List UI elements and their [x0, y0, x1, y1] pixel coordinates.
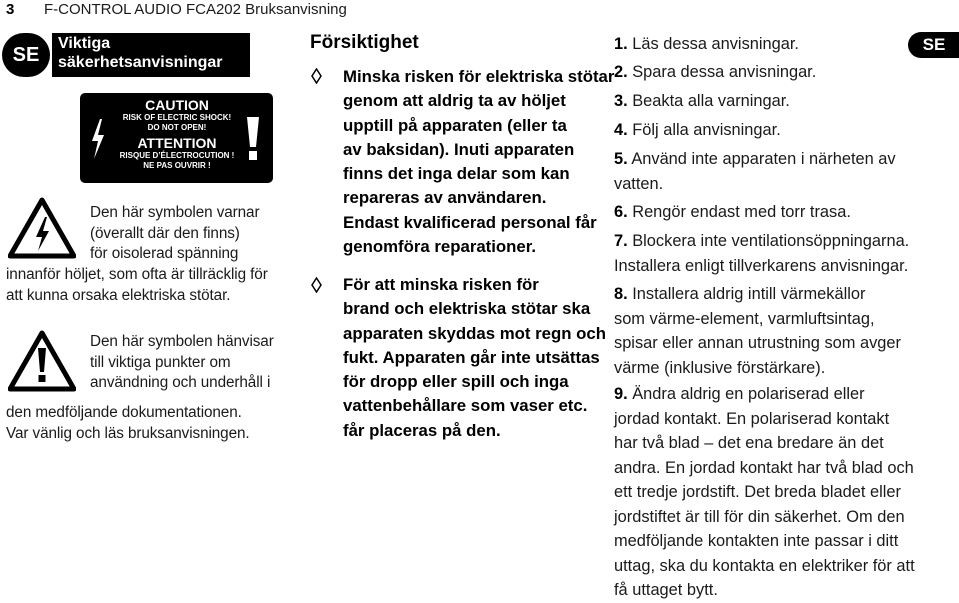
- item-text: jordad kontakt. En polariserad kontakt: [614, 409, 890, 428]
- text-line: får placeras på den.: [343, 420, 501, 440]
- item-number: 8.: [614, 285, 628, 303]
- section-heading: Försiktighet: [310, 32, 419, 53]
- attention-symbol-text-bottom: [6, 403, 250, 444]
- electric-shock-warning-icon: [8, 197, 76, 259]
- item-text: Ändra aldrig en polariserad eller: [632, 385, 865, 403]
- shock-symbol-text-bottom: [6, 265, 268, 306]
- text-line: Den här symbolen varnar: [90, 204, 260, 221]
- attention-subtitle: NE PAS OUVRIR !: [143, 161, 211, 170]
- item-text: värme (inklusive förstärkare).: [614, 358, 826, 377]
- document-title: F-CONTROL AUDIO FCA202 Bruksanvisning: [44, 1, 347, 18]
- section-title-line: Viktiga: [58, 35, 111, 52]
- section-title-band: [52, 33, 250, 77]
- shock-symbol-text-top: [90, 203, 259, 265]
- item-number: 1.: [614, 35, 628, 53]
- text-line: genomföra reparationer.: [343, 237, 537, 257]
- item-text: Spara dessa anvisningar.: [632, 63, 817, 81]
- text-line: genom att aldrig ta av höljet: [343, 91, 566, 111]
- page-number: 3: [6, 1, 15, 18]
- item-text: Beakta alla varningar.: [632, 92, 790, 110]
- text-line: av baksidan). Inuti apparaten: [343, 139, 575, 159]
- language-badge: SE: [908, 32, 959, 58]
- item-text: Följ alla anvisningar.: [632, 121, 781, 139]
- language-badge: SE: [2, 33, 50, 77]
- item-number: 6.: [614, 203, 628, 221]
- item-number: 3.: [614, 92, 628, 110]
- text-line: för oisolerad spänning: [90, 245, 239, 263]
- text-line: den medföljande dokumentationen.: [6, 404, 242, 421]
- attention-subtitle: RISQUE D’ÉLECTROCUTION !: [119, 151, 235, 160]
- text-line: (överallt där den finns): [90, 224, 240, 242]
- item-text: Installera enligt tillverkarens anvisningar.: [614, 256, 909, 275]
- instruction-item: [614, 382, 915, 603]
- bullet-diamond-icon: [311, 68, 322, 84]
- item-number: 4.: [614, 121, 628, 139]
- text-line: upptill på apparaten (eller ta: [343, 115, 567, 135]
- section-title-line: säkerhetsanvisningar: [58, 54, 223, 71]
- text-line: vattenbehållare som vaser etc.: [343, 396, 588, 416]
- text-line: till viktiga punkter om: [90, 353, 231, 371]
- attention-title: ATTENTION: [137, 135, 217, 151]
- item-number: 2.: [614, 63, 628, 81]
- item-number: 5.: [614, 150, 628, 168]
- text-line: Var vänlig och läs bruksanvisningen.: [6, 424, 250, 442]
- item-text: ett tredje jordstift. Det breda bladet eller: [614, 483, 901, 501]
- item-text: uttag, ska du kontakta en elektriker för att: [614, 556, 915, 575]
- text-line: Den här symbolen hänvisar: [90, 333, 274, 350]
- exclamation-icon: [244, 115, 262, 163]
- text-line: fukt. Apparaten går inte utsättas: [343, 347, 600, 367]
- bullet-diamond-icon: [311, 277, 322, 293]
- text-line: för dropp eller spill och inga: [343, 372, 569, 392]
- item-number: 7.: [614, 232, 628, 250]
- caution-title: CAUTION: [145, 97, 209, 113]
- instruction-item: [614, 200, 851, 225]
- text-line: Minska risken för elektriska stötar: [343, 67, 615, 86]
- text-line: innanför höljet, som ofta är tillräcklig för: [6, 266, 268, 283]
- item-text: medföljande kontakten inte passar i ditt: [614, 532, 899, 550]
- instruction-item: [614, 60, 816, 85]
- text-line: finns det inga delar som kan: [343, 164, 570, 184]
- item-text: Installera aldrig intill värmekällor: [632, 285, 866, 303]
- item-text: Läs dessa anvisningar.: [632, 35, 799, 53]
- instruction-item: [614, 89, 790, 114]
- caution-subtitle: DO NOT OPEN!: [147, 123, 207, 132]
- text-line: användning och underhåll i: [90, 374, 271, 392]
- text-line: För att minska risken för: [343, 275, 539, 294]
- instruction-item: [614, 118, 781, 143]
- attention-symbol-text-top: [90, 332, 274, 394]
- item-text: andra. En jordad kontakt har två blad och: [614, 458, 914, 477]
- instruction-item: [614, 32, 799, 57]
- item-text: som värme-element, varmluftsintag,: [614, 309, 875, 328]
- instruction-item: [614, 282, 901, 380]
- text-line: Endast kvalificerad personal får: [343, 212, 597, 232]
- item-text: få uttaget bytt.: [614, 581, 718, 599]
- item-text: Blockera inte ventilationsöppningarna.: [632, 232, 910, 250]
- item-text: Rengör endast med torr trasa.: [632, 203, 851, 221]
- item-text: Använd inte apparaten i närheten av: [631, 150, 896, 168]
- item-text: spisar eller annan utrustning som avger: [614, 334, 901, 352]
- text-line: att kunna orsaka elektriska stötar.: [6, 286, 231, 304]
- text-line: apparaten skyddas mot regn och: [343, 323, 606, 343]
- text-line: repareras av användaren.: [343, 188, 547, 208]
- caution-label: [80, 93, 273, 183]
- warning-paragraph-1: [343, 65, 614, 259]
- warning-paragraph-2: [343, 273, 606, 443]
- item-text: jordstiftet är till för din säkerhet. Om den: [614, 507, 905, 526]
- instruction-item: [614, 229, 909, 278]
- instruction-item: [614, 147, 896, 196]
- item-text: har två blad – det ena bredare än det: [614, 434, 884, 452]
- item-number: 9.: [614, 385, 628, 403]
- text-line: brand och elektriska stötar ska: [343, 299, 591, 319]
- caution-subtitle: RISK OF ELECTRIC SHOCK!: [122, 113, 232, 122]
- attention-warning-icon: [8, 330, 76, 392]
- item-text: vatten.: [614, 174, 664, 193]
